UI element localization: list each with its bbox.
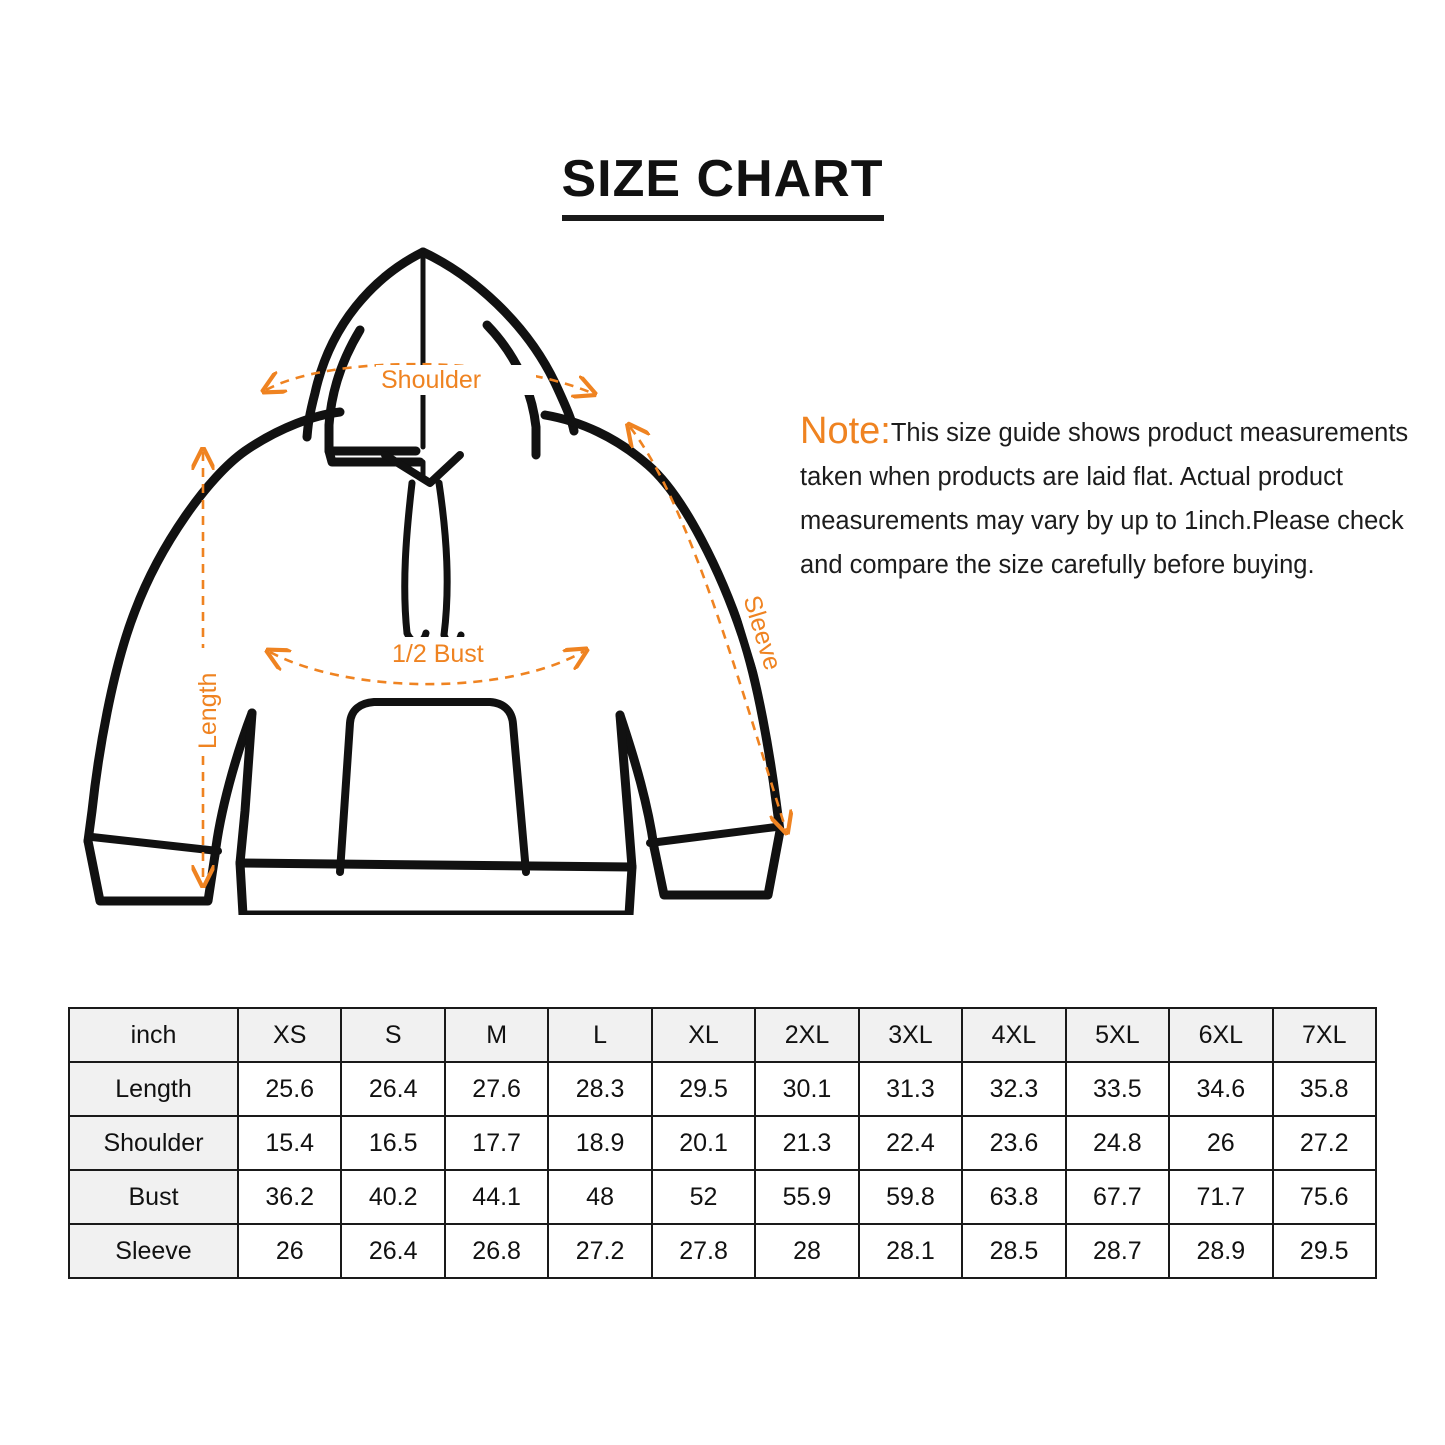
table-cell: 29.5: [1273, 1224, 1376, 1278]
length-label: Length: [194, 672, 222, 749]
table-header-cell: inch: [69, 1008, 238, 1062]
table-cell: 23.6: [962, 1116, 1065, 1170]
table-header-cell: XS: [238, 1008, 341, 1062]
table-cell: 20.1: [652, 1116, 755, 1170]
table-cell: 15.4: [238, 1116, 341, 1170]
table-cell: 22.4: [859, 1116, 962, 1170]
table-header-cell: 3XL: [859, 1008, 962, 1062]
table-cell: 26.8: [445, 1224, 548, 1278]
table-header-cell: M: [445, 1008, 548, 1062]
table-cell: 55.9: [755, 1170, 858, 1224]
table-cell: 52: [652, 1170, 755, 1224]
table-row: [69, 1116, 1376, 1170]
hoodie-outline-icon: [88, 252, 780, 915]
table-header-cell: XL: [652, 1008, 755, 1062]
table-cell: 28.1: [859, 1224, 962, 1278]
table-cell: 59.8: [859, 1170, 962, 1224]
table-cell: 24.8: [1066, 1116, 1169, 1170]
table-cell: 16.5: [341, 1116, 444, 1170]
table-row: [69, 1224, 1376, 1278]
table-header-cell: 7XL: [1273, 1008, 1376, 1062]
hoodie-diagram: [40, 215, 830, 915]
table-cell: 29.5: [652, 1062, 755, 1116]
table-cell: 63.8: [962, 1170, 1065, 1224]
table-cell: 28.7: [1066, 1224, 1169, 1278]
table-cell: 27.2: [1273, 1116, 1376, 1170]
page-title-container: [0, 152, 1445, 221]
table-cell: 33.5: [1066, 1062, 1169, 1116]
table-cell: 28.9: [1169, 1224, 1272, 1278]
table-cell: 44.1: [445, 1170, 548, 1224]
table-header-cell: 2XL: [755, 1008, 858, 1062]
table-cell: 26.4: [341, 1224, 444, 1278]
size-table: [68, 1007, 1377, 1279]
table-cell: 35.8: [1273, 1062, 1376, 1116]
table-cell: 25.6: [238, 1062, 341, 1116]
table-cell: 21.3: [755, 1116, 858, 1170]
row-label: Bust: [69, 1170, 238, 1224]
table-cell: 30.1: [755, 1062, 858, 1116]
note-text: This size guide shows product measurements taken when products are laid flat. Actual product measurements may vary by up to 1inch.Please check and compare the size carefully before buying.: [800, 419, 1409, 579]
table-cell: 75.6: [1273, 1170, 1376, 1224]
row-label: Length: [69, 1062, 238, 1116]
table-cell: 34.6: [1169, 1062, 1272, 1116]
shoulder-label: Shoulder: [381, 366, 482, 394]
table-cell: 28.5: [962, 1224, 1065, 1278]
table-cell: 40.2: [341, 1170, 444, 1224]
sleeve-label: Sleeve: [737, 592, 787, 674]
table-header-cell: 5XL: [1066, 1008, 1169, 1062]
note-label: Note:: [800, 410, 891, 452]
row-label: Shoulder: [69, 1116, 238, 1170]
table-cell: 71.7: [1169, 1170, 1272, 1224]
bust-label: 1/2 Bust: [392, 640, 484, 668]
table-cell: 26: [1169, 1116, 1272, 1170]
table-header-cell: 6XL: [1169, 1008, 1272, 1062]
table-cell: 32.3: [962, 1062, 1065, 1116]
table-cell: 27.8: [652, 1224, 755, 1278]
table-cell: 28.3: [548, 1062, 651, 1116]
table-cell: 36.2: [238, 1170, 341, 1224]
row-label: Sleeve: [69, 1224, 238, 1278]
table-cell: 67.7: [1066, 1170, 1169, 1224]
table-cell: 18.9: [548, 1116, 651, 1170]
table-header-cell: L: [548, 1008, 651, 1062]
table-header-cell: 4XL: [962, 1008, 1065, 1062]
table-cell: 27.2: [548, 1224, 651, 1278]
table-cell: 48: [548, 1170, 651, 1224]
table-header-cell: S: [341, 1008, 444, 1062]
table-row: [69, 1170, 1376, 1224]
table-cell: 31.3: [859, 1062, 962, 1116]
table-cell: 28: [755, 1224, 858, 1278]
size-table-container: [68, 1007, 1377, 1279]
table-cell: 26: [238, 1224, 341, 1278]
table-cell: 17.7: [445, 1116, 548, 1170]
note-block: [800, 412, 1410, 587]
table-row: [69, 1062, 1376, 1116]
page-title: SIZE CHART: [562, 152, 884, 221]
table-cell: 26.4: [341, 1062, 444, 1116]
table-cell: 27.6: [445, 1062, 548, 1116]
table-header-row: [69, 1008, 1376, 1062]
